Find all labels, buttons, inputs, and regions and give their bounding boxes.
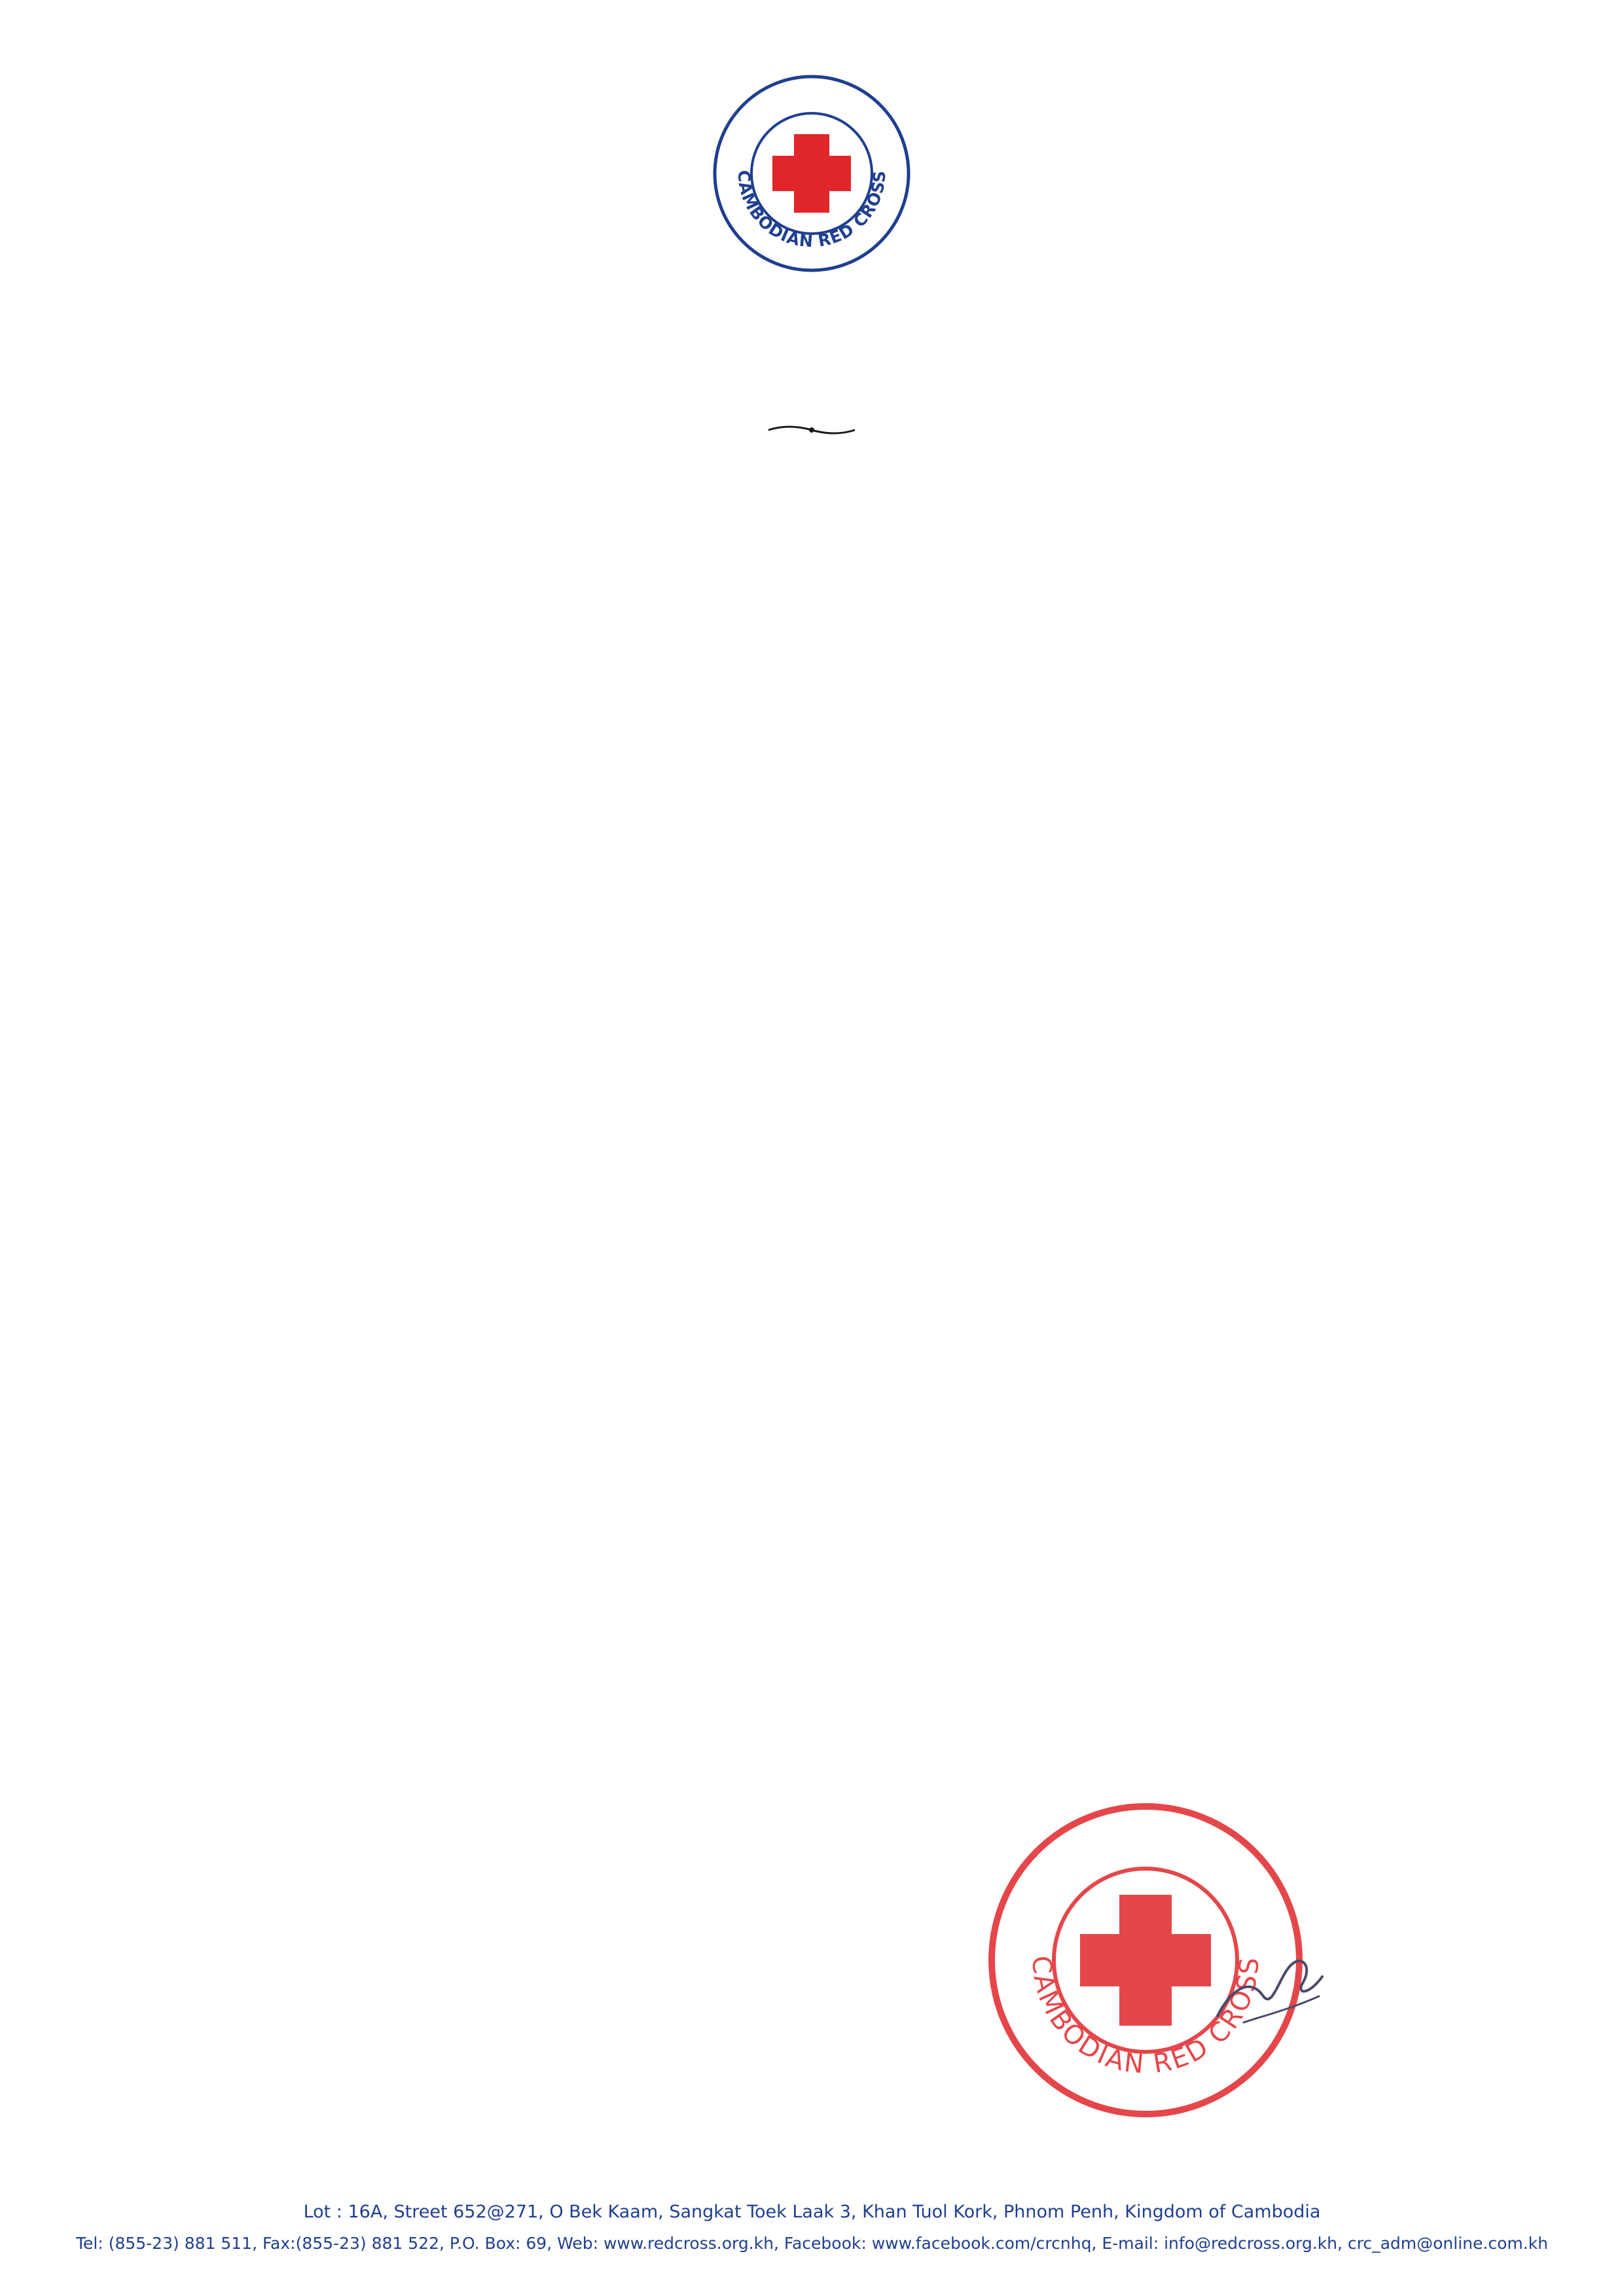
salutation xyxy=(291,668,1339,713)
footer-contact: Tel: (855-23) 881 511, Fax:(855-23) 881 522, P.O. Box: 69, Web: www.redcross.org.kh, Facebook: www.facebook.com/crcnhq, E-mail: info@redcross.org.kh, crc_adm@online.com.kh xyxy=(75,2234,1549,2253)
organization-name xyxy=(0,281,1624,334)
red-cross-icon xyxy=(772,134,851,213)
recipient-line-3 xyxy=(0,592,1624,638)
signatory-name xyxy=(1172,2098,1414,2144)
paragraph-3 xyxy=(209,1401,1414,1630)
footer-address-en: Lot : 16A, Street 652@271, O Bek Kaam, Sangkat Toek Laak 3, Khan Tuol Kork, Phnom Penh, Kingdom of Cambodia xyxy=(303,2202,1321,2222)
closing-line xyxy=(291,1656,1417,1711)
title-ornament-icon xyxy=(766,422,857,438)
seal-ring-text: CAMBODIAN RED CROSS xyxy=(1026,1954,1265,2080)
paragraph-1 xyxy=(209,710,1414,1041)
paragraph-2 xyxy=(209,998,1414,1384)
page-footer xyxy=(0,2160,1624,2259)
recipient-line-1 xyxy=(0,468,1624,514)
document-title xyxy=(0,363,1624,409)
recipient-line-2 xyxy=(0,533,1624,579)
seal-red-cross-icon xyxy=(1080,1895,1211,2026)
lunar-date xyxy=(713,1721,1414,1767)
logo-ring-text: CAMBODIAN RED CROSS xyxy=(734,170,890,251)
footer-address-km xyxy=(0,2160,1624,2197)
cambodian-red-cross-logo xyxy=(710,72,913,275)
handwritten-signature xyxy=(1204,1918,1335,2049)
